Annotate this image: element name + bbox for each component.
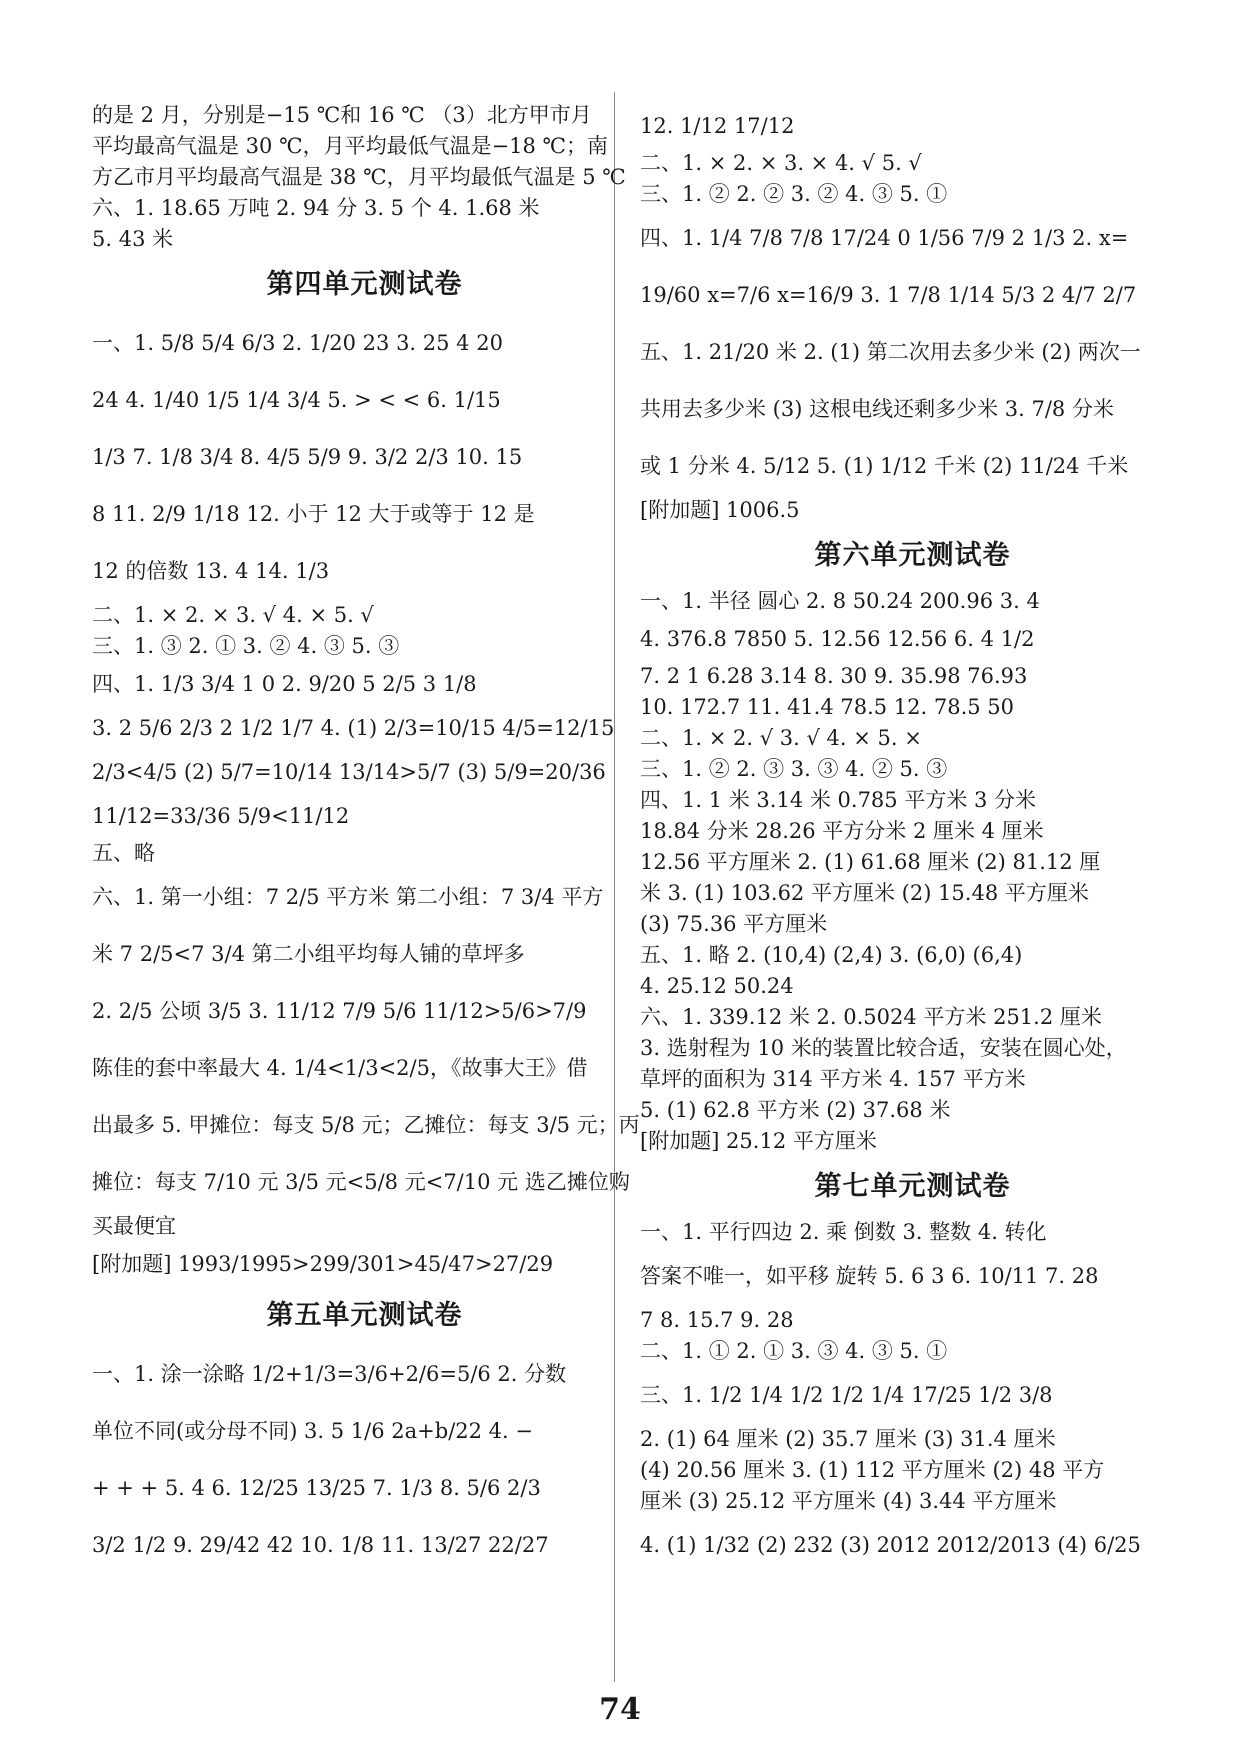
line: 单位不同(或分母不同) 3. 5 1/6 2a+b/22 4. − — [92, 1419, 533, 1443]
line: 二、1. ① 2. ① 3. ③ 4. ③ 5. ① — [640, 1339, 948, 1363]
line: 12 的倍数 13. 4 14. 1/3 — [92, 559, 330, 583]
line: 10. 172.7 11. 41.4 78.5 12. 78.5 50 — [640, 695, 1015, 719]
line: 4. 25.12 50.24 — [640, 974, 794, 998]
line: 5. (1) 62.8 平方米 (2) 37.68 米 — [640, 1098, 951, 1122]
line: 三、1. 1/2 1/4 1/2 1/2 1/4 17/25 1/2 3/8 — [640, 1383, 1053, 1407]
line: 一、1. 平行四边 2. 乘 倒数 3. 整数 4. 转化 — [640, 1220, 1047, 1244]
line: 方乙市月平均最高气温是 38 ℃，月平均最低气温是 5 ℃ — [92, 165, 626, 189]
line: 米 3. (1) 103.62 平方厘米 (2) 15.48 平方厘米 — [640, 881, 1089, 905]
line: 一、1. 5/8 5/4 6/3 2. 1/20 23 3. 25 4 20 — [92, 331, 503, 355]
line: 四、1. 1/4 7/8 7/8 17/24 0 1/56 7/9 2 1/3 2. x= — [640, 226, 1129, 250]
line: 18.84 分米 28.26 平方分米 2 厘米 4 厘米 — [640, 819, 1044, 843]
line: 一、1. 半径 圆心 2. 8 50.24 200.96 3. 4 — [640, 589, 1040, 613]
line: 米 7 2/5<7 3/4 第二小组平均每人铺的草坪多 — [92, 942, 525, 966]
line: 2. (1) 64 厘米 (2) 35.7 厘米 (3) 31.4 厘米 — [640, 1427, 1056, 1451]
line: 4. 376.8 7850 5. 12.56 12.56 6. 4 1/2 — [640, 627, 1035, 651]
line: 一、1. 涂一涂略 1/2+1/3=3/6+2/6=5/6 2. 分数 — [92, 1362, 567, 1386]
line: (4) 20.56 厘米 3. (1) 112 平方厘米 (2) 48 平方 — [640, 1458, 1105, 1482]
line: 1/3 7. 1/8 3/4 8. 4/5 5/9 9. 3/2 2/3 10. 15 — [92, 445, 523, 469]
line: [附加题] 1993/1995>299/301>45/47>27/29 — [92, 1252, 554, 1276]
line: 3. 2 5/6 2/3 2 1/2 1/7 4. (1) 2/3=10/15 4/5=12/15 — [92, 716, 615, 740]
line: 7 8. 15.7 9. 28 — [640, 1308, 794, 1332]
line: 五、略 — [92, 841, 155, 865]
line: 12. 1/12 17/12 — [640, 114, 795, 138]
line: 买最便宜 — [92, 1214, 176, 1238]
line: 陈佳的套中率最大 4. 1/4<1/3<2/5，《故事大王》借 — [92, 1056, 588, 1080]
line: 五、1. 略 2. (10,4) (2,4) 3. (6,0) (6,4) — [640, 943, 1023, 967]
section-heading-unit-6: 第六单元测试卷 — [814, 540, 1011, 571]
line: 或 1 分米 4. 5/12 5. (1) 1/12 千米 (2) 11/24 千米 — [640, 454, 1129, 478]
section-heading-unit-7: 第七单元测试卷 — [814, 1171, 1011, 1202]
line: 摊位：每支 7/10 元 3/5 元<5/8 元<7/10 元 选乙摊位购 — [92, 1170, 630, 1194]
line: 11/12=33/36 5/9<11/12 — [92, 804, 350, 828]
line: 厘米 (3) 25.12 平方厘米 (4) 3.44 平方厘米 — [640, 1489, 1057, 1513]
line: 二、1. × 2. × 3. √ 4. × 5. √ — [92, 603, 374, 627]
line: 四、1. 1 米 3.14 米 0.785 平方米 3 分米 — [640, 788, 1037, 812]
line: 六、1. 18.65 万吨 2. 94 分 3. 5 个 4. 1.68 米 — [92, 196, 540, 220]
line: 19/60 x=7/6 x=16/9 3. 1 7/8 1/14 5/3 2 4/7 2/7 — [640, 283, 1137, 307]
line: 3/2 1/2 9. 29/42 42 10. 1/8 11. 13/27 22/27 — [92, 1533, 549, 1557]
line: 共用去多少米 (3) 这根电线还剩多少米 3. 7/8 分米 — [640, 397, 1114, 421]
line: 草坪的面积为 314 平方米 4. 157 平方米 — [640, 1067, 1026, 1091]
line: 六、1. 339.12 米 2. 0.5024 平方米 251.2 厘米 — [640, 1005, 1102, 1029]
line: 三、1. ② 2. ③ 3. ③ 4. ② 5. ③ — [640, 757, 948, 781]
line: 出最多 5. 甲摊位：每支 5/8 元；乙摊位：每支 3/5 元；丙 — [92, 1113, 640, 1137]
line: 平均最高气温是 30 ℃，月平均最低气温是−18 ℃；南 — [92, 134, 609, 158]
section-heading-unit-4: 第四单元测试卷 — [266, 269, 463, 300]
line: 三、1. ② 2. ② 3. ② 4. ③ 5. ① — [640, 182, 948, 206]
right-column — [640, 104, 1185, 1574]
page-number: 74 — [599, 1692, 641, 1727]
line: 8 11. 2/9 1/18 12. 小于 12 大于或等于 12 是 — [92, 502, 535, 526]
line: [附加题] 1006.5 — [640, 498, 800, 522]
line: 四、1. 1/3 3/4 1 0 2. 9/20 5 2/5 3 1/8 — [92, 672, 477, 696]
left-column — [92, 100, 640, 1574]
line: + + + 5. 4 6. 12/25 13/25 7. 1/3 8. 5/6 2/3 — [92, 1476, 541, 1500]
line: (3) 75.36 平方厘米 — [640, 912, 828, 936]
line: 2. 2/5 公顷 3/5 3. 11/12 7/9 5/6 11/12>5/6>7/9 — [92, 999, 587, 1023]
line: 24 4. 1/40 1/5 1/4 3/4 5. > < < 6. 1/15 — [92, 388, 501, 412]
line: 12.56 平方厘米 2. (1) 61.68 厘米 (2) 81.12 厘 — [640, 850, 1101, 874]
line: 5. 43 米 — [92, 227, 174, 251]
line: 三、1. ③ 2. ① 3. ② 4. ③ 5. ③ — [92, 634, 400, 658]
line: 4. (1) 1/32 (2) 232 (3) 2012 2012/2013 (4) 6/25 — [640, 1533, 1141, 1557]
line: 7. 2 1 6.28 3.14 8. 30 9. 35.98 76.93 — [640, 664, 1028, 688]
line: 二、1. × 2. √ 3. √ 4. × 5. × — [640, 726, 922, 750]
section-heading-unit-5: 第五单元测试卷 — [266, 1300, 463, 1331]
line: 3. 选射程为 10 米的装置比较合适，安装在圆心处， — [640, 1036, 1127, 1060]
line: 2/3<4/5 (2) 5/7=10/14 13/14>5/7 (3) 5/9=20/36 — [92, 760, 606, 784]
line: 的是 2 月，分别是−15 ℃和 16 ℃ （3）北方甲市月 — [92, 103, 592, 127]
line: 答案不唯一，如平移 旋转 5. 6 3 6. 10/11 7. 28 — [640, 1264, 1099, 1288]
line: [附加题] 25.12 平方厘米 — [640, 1129, 877, 1153]
line: 五、1. 21/20 米 2. (1) 第二次用去多少米 (2) 两次一 — [640, 340, 1141, 364]
line: 二、1. × 2. × 3. × 4. √ 5. √ — [640, 151, 922, 175]
line: 六、1. 第一小组：7 2/5 平方米 第二小组：7 3/4 平方 — [92, 885, 604, 909]
